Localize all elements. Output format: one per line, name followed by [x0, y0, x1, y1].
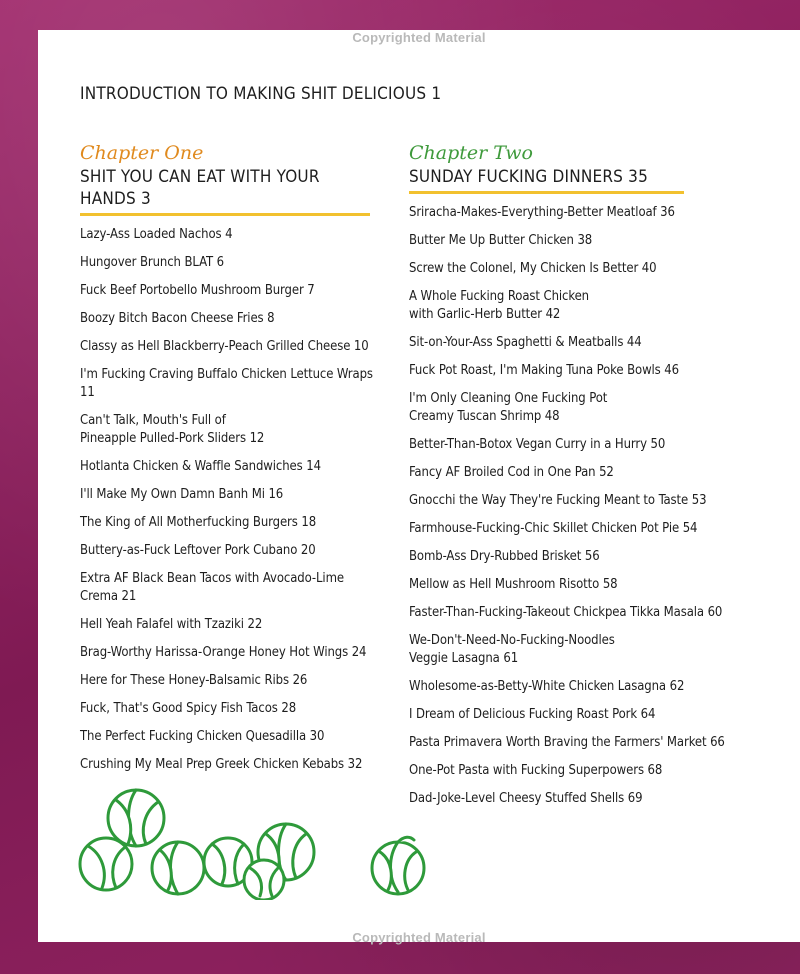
recipe-entry: We-Don't-Need-No-Fucking-Noodles Veggie Lasagna 61 — [409, 633, 615, 666]
recipe-entry: Boozy Bitch Bacon Cheese Fries 8 — [80, 311, 275, 326]
recipe-entry: Can't Talk, Mouth's Full of Pineapple Pulled-Pork Sliders 12 — [80, 413, 265, 446]
recipe-entry: I Dream of Delicious Fucking Roast Pork 64 — [409, 707, 656, 722]
book-page — [38, 30, 800, 945]
recipe-entry: Hell Yeah Falafel with Tzaziki 22 — [80, 617, 263, 632]
recipe-entry: Buttery-as-Fuck Leftover Pork Cubano 20 — [80, 543, 316, 558]
recipe-entry: Hotlanta Chicken & Waffle Sandwiches 14 — [80, 459, 321, 474]
recipe-entry: Fuck Pot Roast, I'm Making Tuna Poke Bowls 46 — [409, 363, 679, 378]
recipe-entry: Classy as Hell Blackberry-Peach Grilled Cheese 10 — [80, 339, 369, 354]
recipe-entry: One-Pot Pasta with Fucking Superpowers 68 — [409, 763, 663, 778]
chapter-one-column — [80, 142, 380, 784]
recipe-entry: Hungover Brunch BLAT 6 — [80, 255, 224, 270]
chapter-two-label: Chapter Two — [409, 142, 533, 164]
recipe-entry: The Perfect Fucking Chicken Quesadilla 30 — [80, 729, 325, 744]
recipe-entry: Butter Me Up Butter Chicken 38 — [409, 233, 593, 248]
recipe-entry: Gnocchi the Way They're Fucking Meant to Taste 53 — [409, 493, 707, 508]
recipe-entry: Lazy-Ass Loaded Nachos 4 — [80, 227, 233, 242]
recipe-entry: Pasta Primavera Worth Braving the Farmers' Market 66 — [409, 735, 725, 750]
recipe-entry: Farmhouse-Fucking-Chic Skillet Chicken Pot Pie 54 — [409, 521, 698, 536]
recipe-entry: Crushing My Meal Prep Greek Chicken Kebabs 32 — [80, 757, 363, 772]
recipe-entry: Fuck, That's Good Spicy Fish Tacos 28 — [80, 701, 297, 716]
introduction-entry: INTRODUCTION TO MAKING SHIT DELICIOUS 1 — [80, 84, 442, 104]
chapter-one-title: SHIT YOU CAN EAT WITH YOUR HANDS 3 — [80, 167, 320, 209]
recipe-entry: A Whole Fucking Roast Chicken with Garlic-Herb Butter 42 — [409, 289, 589, 322]
chapter-one-recipe-list — [80, 226, 380, 774]
recipe-entry: Brag-Worthy Harissa-Orange Honey Hot Wings 24 — [80, 645, 367, 660]
watermark-bottom: Copyrighted Material — [352, 930, 486, 945]
recipe-entry: Sit-on-Your-Ass Spaghetti & Meatballs 44 — [409, 335, 642, 350]
chapter-two-column — [409, 142, 789, 818]
recipe-entry: The King of All Motherfucking Burgers 18 — [80, 515, 317, 530]
recipe-entry: Here for These Honey-Balsamic Ribs 26 — [80, 673, 308, 688]
chapter-two-underline — [409, 191, 684, 194]
recipe-entry: Fuck Beef Portobello Mushroom Burger 7 — [80, 283, 315, 298]
recipe-entry: I'm Fucking Craving Buffalo Chicken Lettuce Wraps 11 — [80, 367, 373, 400]
recipe-entry: Bomb-Ass Dry-Rubbed Brisket 56 — [409, 549, 600, 564]
watermark-top: Copyrighted Material — [352, 30, 486, 45]
recipe-entry: Extra AF Black Bean Tacos with Avocado-Lime Crema 21 — [80, 571, 344, 604]
chapter-two-title: SUNDAY FUCKING DINNERS 35 — [409, 167, 648, 187]
recipe-entry: Screw the Colonel, My Chicken Is Better 40 — [409, 261, 657, 276]
recipe-entry: Wholesome-as-Betty-White Chicken Lasagna 62 — [409, 679, 685, 694]
recipe-entry: Mellow as Hell Mushroom Risotto 58 — [409, 577, 618, 592]
recipe-entry: Sriracha-Makes-Everything-Better Meatloaf 36 — [409, 205, 675, 220]
recipe-entry: I'm Only Cleaning One Fucking Pot Creamy Tuscan Shrimp 48 — [409, 391, 608, 424]
brussels-sprouts-icon — [68, 780, 428, 900]
chapter-one-underline — [80, 213, 370, 216]
recipe-entry: Fancy AF Broiled Cod in One Pan 52 — [409, 465, 614, 480]
recipe-entry: I'll Make My Own Damn Banh Mi 16 — [80, 487, 284, 502]
chapter-two-recipe-list — [409, 204, 789, 808]
recipe-entry: Dad-Joke-Level Cheesy Stuffed Shells 69 — [409, 791, 643, 806]
recipe-entry: Faster-Than-Fucking-Takeout Chickpea Tikka Masala 60 — [409, 605, 723, 620]
recipe-entry: Better-Than-Botox Vegan Curry in a Hurry 50 — [409, 437, 666, 452]
chapter-one-label: Chapter One — [80, 142, 204, 164]
